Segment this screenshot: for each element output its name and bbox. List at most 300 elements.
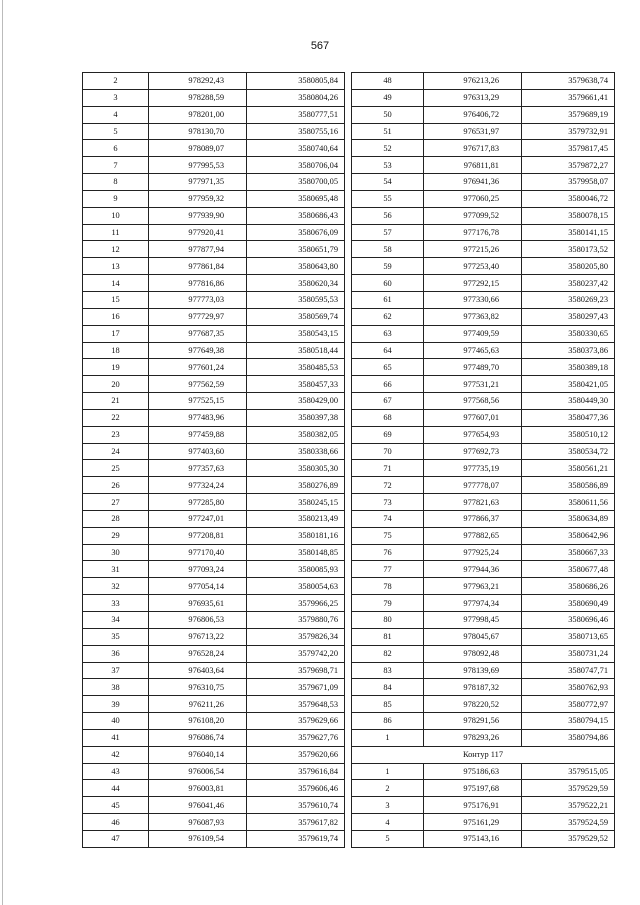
point-number: 76: [352, 544, 424, 561]
point-number: 10: [83, 207, 149, 224]
point-number: 14: [83, 275, 149, 292]
point-number: 78: [352, 578, 424, 595]
point-number: 28: [83, 510, 149, 527]
point-number: 18: [83, 342, 149, 359]
y-coordinate: 3580586,89: [522, 477, 615, 494]
y-coordinate: 3580046,72: [522, 190, 615, 207]
table-row: [352, 89, 615, 106]
table-row: [352, 275, 615, 292]
x-coordinate: 977054,14: [149, 578, 247, 595]
point-number: 24: [83, 443, 149, 460]
y-coordinate: 3579617,82: [247, 814, 345, 831]
point-number: 20: [83, 376, 149, 393]
x-coordinate: 978291,56: [424, 713, 522, 730]
x-coordinate: 976313,29: [424, 89, 522, 106]
x-coordinate: 978089,07: [149, 140, 247, 157]
point-number: 62: [352, 308, 424, 325]
point-number: 3: [83, 89, 149, 106]
point-number: 23: [83, 426, 149, 443]
table-row: [352, 460, 615, 477]
table-row: [352, 106, 615, 123]
x-coordinate: 977778,07: [424, 477, 522, 494]
x-coordinate: 977176,78: [424, 224, 522, 241]
table-row: [352, 527, 615, 544]
x-coordinate: 976811,81: [424, 157, 522, 174]
table-row: [352, 578, 615, 595]
y-coordinate: 3580148,85: [247, 544, 345, 561]
x-coordinate: 978130,70: [149, 123, 247, 140]
x-coordinate: 976003,81: [149, 780, 247, 797]
point-number: 84: [352, 679, 424, 696]
x-coordinate: 976406,72: [424, 106, 522, 123]
section-row: [352, 746, 615, 763]
point-number: 26: [83, 477, 149, 494]
x-coordinate: 977877,94: [149, 241, 247, 258]
point-number: 32: [83, 578, 149, 595]
point-number: 38: [83, 679, 149, 696]
y-coordinate: 3580421,05: [522, 376, 615, 393]
x-coordinate: 977247,01: [149, 510, 247, 527]
table-row: [83, 830, 345, 847]
x-coordinate: 977093,24: [149, 561, 247, 578]
point-number: 47: [83, 830, 149, 847]
point-number: 17: [83, 325, 149, 342]
y-coordinate: 3580141,15: [522, 224, 615, 241]
point-number: 29: [83, 527, 149, 544]
y-coordinate: 3579524,59: [522, 814, 615, 831]
y-coordinate: 3579515,05: [522, 763, 615, 780]
x-coordinate: 977363,82: [424, 308, 522, 325]
x-coordinate: 977607,01: [424, 409, 522, 426]
point-number: 1: [352, 729, 424, 746]
table-row: [352, 359, 615, 376]
y-coordinate: 3580747,71: [522, 662, 615, 679]
table-row: [83, 443, 345, 460]
y-coordinate: 3580382,05: [247, 426, 345, 443]
table-row: [83, 376, 345, 393]
table-row: [83, 713, 345, 730]
y-coordinate: 3580706,04: [247, 157, 345, 174]
point-number: 60: [352, 275, 424, 292]
table-row: [352, 123, 615, 140]
x-coordinate: 977974,34: [424, 595, 522, 612]
table-row: [352, 830, 615, 847]
point-number: 55: [352, 190, 424, 207]
point-number: 15: [83, 291, 149, 308]
table-row: [352, 510, 615, 527]
x-coordinate: 978045,67: [424, 628, 522, 645]
table-row: [352, 662, 615, 679]
table-row: [352, 426, 615, 443]
table-row: [83, 393, 345, 410]
x-coordinate: 977866,37: [424, 510, 522, 527]
y-coordinate: 3579880,76: [247, 612, 345, 629]
x-coordinate: 976528,24: [149, 645, 247, 662]
point-number: 1: [352, 763, 424, 780]
x-coordinate: 977568,56: [424, 393, 522, 410]
point-number: 37: [83, 662, 149, 679]
y-coordinate: 3580695,48: [247, 190, 345, 207]
x-coordinate: 976086,74: [149, 729, 247, 746]
point-number: 13: [83, 258, 149, 275]
y-coordinate: 3580667,33: [522, 544, 615, 561]
table-row: [352, 291, 615, 308]
y-coordinate: 3580276,89: [247, 477, 345, 494]
y-coordinate: 3580643,80: [247, 258, 345, 275]
table-row: [352, 73, 615, 90]
point-number: 75: [352, 527, 424, 544]
table-row: [83, 477, 345, 494]
point-number: 69: [352, 426, 424, 443]
x-coordinate: 976713,22: [149, 628, 247, 645]
x-coordinate: 977465,63: [424, 342, 522, 359]
table-row: [352, 157, 615, 174]
y-coordinate: 3579627,76: [247, 729, 345, 746]
x-coordinate: 977692,73: [424, 443, 522, 460]
point-number: 9: [83, 190, 149, 207]
point-number: 45: [83, 797, 149, 814]
y-coordinate: 3579872,27: [522, 157, 615, 174]
x-coordinate: 978092,48: [424, 645, 522, 662]
x-coordinate: 977963,21: [424, 578, 522, 595]
point-number: 30: [83, 544, 149, 561]
y-coordinate: 3579620,66: [247, 746, 345, 763]
y-coordinate: 3580173,52: [522, 241, 615, 258]
x-coordinate: 975197,68: [424, 780, 522, 797]
y-coordinate: 3580713,65: [522, 628, 615, 645]
point-number: 43: [83, 763, 149, 780]
x-coordinate: 977099,52: [424, 207, 522, 224]
table-row: [352, 763, 615, 780]
table-row: [352, 207, 615, 224]
table-row: [352, 258, 615, 275]
point-number: 46: [83, 814, 149, 831]
table-row: [83, 275, 345, 292]
x-coordinate: 977324,24: [149, 477, 247, 494]
point-number: 34: [83, 612, 149, 629]
x-coordinate: 976040,14: [149, 746, 247, 763]
y-coordinate: 3580634,89: [522, 510, 615, 527]
point-number: 41: [83, 729, 149, 746]
table-row: [83, 510, 345, 527]
y-coordinate: 3580677,48: [522, 561, 615, 578]
y-coordinate: 3579661,41: [522, 89, 615, 106]
x-coordinate: 975161,29: [424, 814, 522, 831]
point-number: 31: [83, 561, 149, 578]
x-coordinate: 978201,00: [149, 106, 247, 123]
point-number: 65: [352, 359, 424, 376]
table-row: [352, 713, 615, 730]
point-number: 67: [352, 393, 424, 410]
y-coordinate: 3580477,36: [522, 409, 615, 426]
table-row: [83, 746, 345, 763]
x-coordinate: 977459,88: [149, 426, 247, 443]
y-coordinate: 3580740,64: [247, 140, 345, 157]
table-row: [83, 578, 345, 595]
x-coordinate: 977971,35: [149, 174, 247, 191]
point-number: 59: [352, 258, 424, 275]
table-row: [352, 443, 615, 460]
table-row: [352, 174, 615, 191]
x-coordinate: 976213,26: [424, 73, 522, 90]
point-number: 58: [352, 241, 424, 258]
point-number: 57: [352, 224, 424, 241]
point-number: 64: [352, 342, 424, 359]
point-number: 44: [83, 780, 149, 797]
y-coordinate: 3580794,86: [522, 729, 615, 746]
x-coordinate: 977215,26: [424, 241, 522, 258]
table-row: [352, 561, 615, 578]
y-coordinate: 3580755,16: [247, 123, 345, 140]
x-coordinate: 975186,63: [424, 763, 522, 780]
y-coordinate: 3580338,66: [247, 443, 345, 460]
point-number: 19: [83, 359, 149, 376]
table-row: [83, 527, 345, 544]
table-row: [83, 409, 345, 426]
x-coordinate: 977920,41: [149, 224, 247, 241]
table-row: [352, 729, 615, 746]
table-row: [352, 241, 615, 258]
x-coordinate: 977861,84: [149, 258, 247, 275]
point-number: 71: [352, 460, 424, 477]
y-coordinate: 3579638,74: [522, 73, 615, 90]
table-row: [83, 106, 345, 123]
y-coordinate: 3580620,34: [247, 275, 345, 292]
table-row: [352, 376, 615, 393]
x-coordinate: 977944,36: [424, 561, 522, 578]
table-row: [352, 696, 615, 713]
coordinates-table-right: [351, 72, 615, 848]
y-coordinate: 3579648,53: [247, 696, 345, 713]
x-coordinate: 976531,97: [424, 123, 522, 140]
table-row: [352, 797, 615, 814]
table-row: [83, 224, 345, 241]
table-row: [83, 342, 345, 359]
y-coordinate: 3580700,05: [247, 174, 345, 191]
point-number: 63: [352, 325, 424, 342]
point-number: 12: [83, 241, 149, 258]
y-coordinate: 3579958,07: [522, 174, 615, 191]
y-coordinate: 3579732,91: [522, 123, 615, 140]
y-coordinate: 3579610,74: [247, 797, 345, 814]
table-row: [83, 561, 345, 578]
table-row: [83, 763, 345, 780]
y-coordinate: 3580595,53: [247, 291, 345, 308]
point-number: 25: [83, 460, 149, 477]
y-coordinate: 3580651,79: [247, 241, 345, 258]
y-coordinate: 3579522,21: [522, 797, 615, 814]
point-number: 39: [83, 696, 149, 713]
table-row: [352, 409, 615, 426]
table-row: [83, 157, 345, 174]
x-coordinate: 977489,70: [424, 359, 522, 376]
y-coordinate: 3579817,45: [522, 140, 615, 157]
table-row: [352, 612, 615, 629]
y-coordinate: 3580686,26: [522, 578, 615, 595]
y-coordinate: 3580696,46: [522, 612, 615, 629]
point-number: 22: [83, 409, 149, 426]
y-coordinate: 3580686,43: [247, 207, 345, 224]
table-row: [83, 729, 345, 746]
x-coordinate: 977403,60: [149, 443, 247, 460]
y-coordinate: 3580213,49: [247, 510, 345, 527]
y-coordinate: 3580676,09: [247, 224, 345, 241]
point-number: 42: [83, 746, 149, 763]
point-number: 56: [352, 207, 424, 224]
table-row: [352, 494, 615, 511]
y-coordinate: 3579629,66: [247, 713, 345, 730]
point-number: 77: [352, 561, 424, 578]
x-coordinate: 977562,59: [149, 376, 247, 393]
y-coordinate: 3580085,93: [247, 561, 345, 578]
y-coordinate: 3579742,20: [247, 645, 345, 662]
x-coordinate: 976403,64: [149, 662, 247, 679]
table-row: [83, 494, 345, 511]
table-row: [352, 645, 615, 662]
table-row: [83, 797, 345, 814]
table-row: [83, 258, 345, 275]
x-coordinate: 977253,40: [424, 258, 522, 275]
point-number: 50: [352, 106, 424, 123]
x-coordinate: 977959,32: [149, 190, 247, 207]
point-number: 61: [352, 291, 424, 308]
y-coordinate: 3579606,46: [247, 780, 345, 797]
y-coordinate: 3580373,86: [522, 342, 615, 359]
table-row: [352, 595, 615, 612]
y-coordinate: 3580534,72: [522, 443, 615, 460]
table-row: [83, 140, 345, 157]
point-number: 79: [352, 595, 424, 612]
point-number: 4: [352, 814, 424, 831]
point-number: 49: [352, 89, 424, 106]
x-coordinate: 976087,93: [149, 814, 247, 831]
table-row: [83, 628, 345, 645]
section-label: Контур 117: [352, 746, 615, 763]
x-coordinate: 978139,69: [424, 662, 522, 679]
x-coordinate: 977060,25: [424, 190, 522, 207]
table-row: [83, 73, 345, 90]
x-coordinate: 978292,43: [149, 73, 247, 90]
table-row: [83, 595, 345, 612]
y-coordinate: 3580297,43: [522, 308, 615, 325]
point-number: 70: [352, 443, 424, 460]
point-number: 68: [352, 409, 424, 426]
y-coordinate: 3580449,30: [522, 393, 615, 410]
table-row: [352, 393, 615, 410]
y-coordinate: 3580642,96: [522, 527, 615, 544]
y-coordinate: 3580772,97: [522, 696, 615, 713]
y-coordinate: 3580611,56: [522, 494, 615, 511]
point-number: 5: [83, 123, 149, 140]
y-coordinate: 3580777,51: [247, 106, 345, 123]
point-number: 85: [352, 696, 424, 713]
x-coordinate: 977292,15: [424, 275, 522, 292]
x-coordinate: 977208,81: [149, 527, 247, 544]
y-coordinate: 3580804,26: [247, 89, 345, 106]
table-row: [83, 426, 345, 443]
table-row: [83, 123, 345, 140]
table-row: [352, 140, 615, 157]
x-coordinate: 977601,24: [149, 359, 247, 376]
table-row: [83, 544, 345, 561]
point-number: 83: [352, 662, 424, 679]
table-row: [83, 190, 345, 207]
y-coordinate: 3580543,15: [247, 325, 345, 342]
x-coordinate: 976041,46: [149, 797, 247, 814]
point-number: 6: [83, 140, 149, 157]
point-number: 82: [352, 645, 424, 662]
x-coordinate: 977735,19: [424, 460, 522, 477]
y-coordinate: 3580518,44: [247, 342, 345, 359]
point-number: 3: [352, 797, 424, 814]
y-coordinate: 3579616,84: [247, 763, 345, 780]
x-coordinate: 977649,38: [149, 342, 247, 359]
point-number: 16: [83, 308, 149, 325]
point-number: 40: [83, 713, 149, 730]
x-coordinate: 977525,15: [149, 393, 247, 410]
coordinates-table-left: [82, 72, 345, 848]
y-coordinate: 3580731,24: [522, 645, 615, 662]
x-coordinate: 977925,24: [424, 544, 522, 561]
y-coordinate: 3580805,84: [247, 73, 345, 90]
y-coordinate: 3580205,80: [522, 258, 615, 275]
point-number: 66: [352, 376, 424, 393]
y-coordinate: 3580485,53: [247, 359, 345, 376]
point-number: 52: [352, 140, 424, 157]
table-row: [83, 780, 345, 797]
x-coordinate: 976108,20: [149, 713, 247, 730]
point-number: 2: [352, 780, 424, 797]
point-number: 51: [352, 123, 424, 140]
x-coordinate: 976310,75: [149, 679, 247, 696]
table-row: [83, 460, 345, 477]
x-coordinate: 976109,54: [149, 830, 247, 847]
x-coordinate: 975176,91: [424, 797, 522, 814]
y-coordinate: 3580561,21: [522, 460, 615, 477]
table-row: [83, 814, 345, 831]
x-coordinate: 977882,65: [424, 527, 522, 544]
point-number: 8: [83, 174, 149, 191]
y-coordinate: 3580237,42: [522, 275, 615, 292]
x-coordinate: 977654,93: [424, 426, 522, 443]
y-coordinate: 3580078,15: [522, 207, 615, 224]
table-row: [83, 325, 345, 342]
x-coordinate: 977687,35: [149, 325, 247, 342]
point-number: 7: [83, 157, 149, 174]
table-row: [83, 308, 345, 325]
y-coordinate: 3579689,19: [522, 106, 615, 123]
table-row: [352, 308, 615, 325]
table-row: [83, 612, 345, 629]
point-number: 36: [83, 645, 149, 662]
x-coordinate: 976006,54: [149, 763, 247, 780]
x-coordinate: 978187,32: [424, 679, 522, 696]
x-coordinate: 976941,36: [424, 174, 522, 191]
x-coordinate: 977821,63: [424, 494, 522, 511]
table-row: [83, 174, 345, 191]
table-row: [83, 359, 345, 376]
x-coordinate: 978293,26: [424, 729, 522, 746]
x-coordinate: 977409,59: [424, 325, 522, 342]
table-row: [352, 679, 615, 696]
x-coordinate: 977998,45: [424, 612, 522, 629]
y-coordinate: 3580330,65: [522, 325, 615, 342]
x-coordinate: 977729,97: [149, 308, 247, 325]
table-row: [83, 662, 345, 679]
point-number: 5: [352, 830, 424, 847]
y-coordinate: 3579671,09: [247, 679, 345, 696]
x-coordinate: 977995,53: [149, 157, 247, 174]
